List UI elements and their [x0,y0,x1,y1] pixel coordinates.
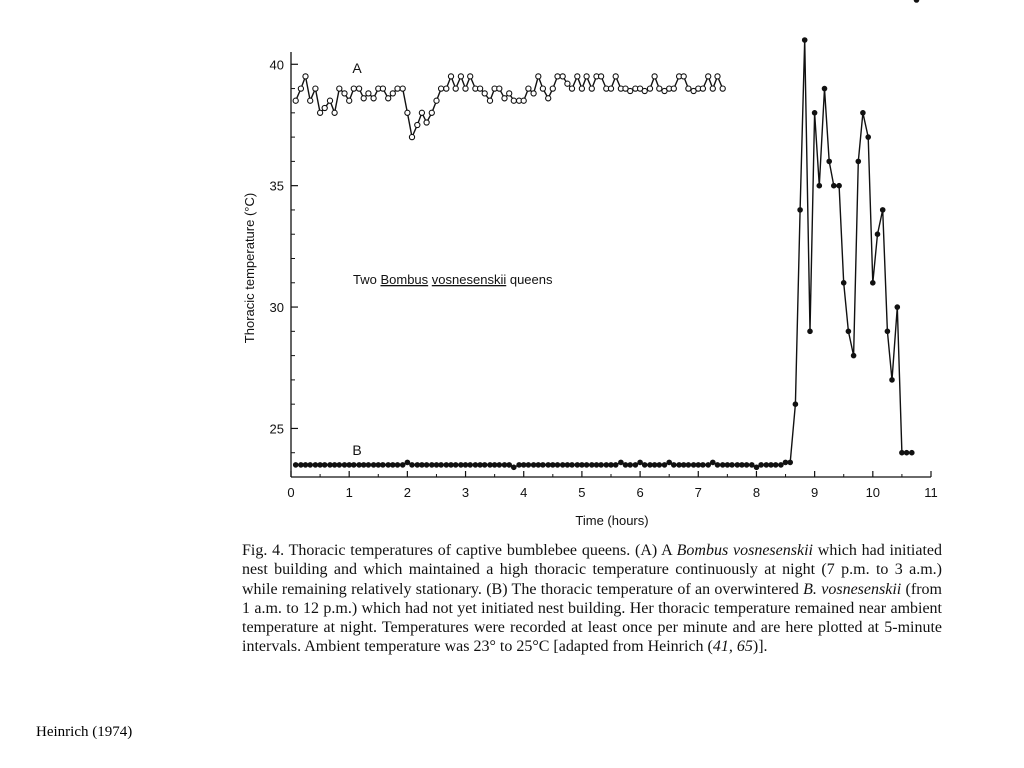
series-b-point [526,462,531,467]
series-b-point [303,462,308,467]
series-a-point [608,86,613,91]
series-b-point [710,460,715,465]
series-a-point [531,91,536,96]
series-b-point [686,462,691,467]
series-a-point [497,86,502,91]
series-b-point [575,462,580,467]
series-b-point [584,462,589,467]
series-a-point [584,74,589,79]
series-b-point [318,462,323,467]
series-b-point [822,86,827,91]
series-b-point [725,462,730,467]
series-b-point [880,207,885,212]
series-a-point [439,86,444,91]
series-b-point [313,462,318,467]
series-b-point [570,462,575,467]
series-b-point [604,462,609,467]
series-b-point [623,462,628,467]
series-a-point [555,74,560,79]
series-b-point [638,460,643,465]
series-b-point [778,462,783,467]
series-a-point [400,86,405,91]
series-b-point [579,462,584,467]
y-tick-label: 35 [269,178,284,194]
series-a-point [313,86,318,91]
series-b-point [439,462,444,467]
series-b-point [662,462,667,467]
series-a-point [613,74,618,79]
caption-fig-label: Fig. 4. [242,542,285,559]
series-b-point [677,462,682,467]
series-b-point [308,462,313,467]
series-b-point [798,207,803,212]
series-a-point [569,86,574,91]
x-tick-label: 6 [636,485,644,500]
series-a-point [599,74,604,79]
caption-species-1: Bombus vosnesenskii [676,542,813,559]
x-tick-label: 0 [287,485,295,500]
series-b-label: B [352,442,362,458]
series-b-point [361,462,366,467]
series-a-line [296,76,723,137]
source-credit: Heinrich (1974) [36,724,133,740]
series-b-point [351,462,356,467]
series-b-point [652,462,657,467]
series-b-point [870,280,875,285]
series-b-point [899,450,904,455]
annotation-prefix: Two [353,272,381,287]
series-b-point [453,462,458,467]
series-b-point [793,402,798,407]
series-a-point [347,98,352,103]
series-b-point [482,462,487,467]
series-a-point [308,98,313,103]
x-tick-label: 4 [520,485,528,500]
series-b-point [609,462,614,467]
series-a-point [380,86,385,91]
series-b-point [511,465,516,470]
series-a-point [468,74,473,79]
series-a-label: A [352,60,362,76]
y-tick-label: 25 [269,421,284,437]
series-a-point [550,86,555,91]
series-b-point [444,462,449,467]
series-a-point [521,98,526,103]
series-a-point [575,74,580,79]
series-b-point [589,462,594,467]
series-b-point [380,462,385,467]
series-b-point [599,462,604,467]
series-b-point [560,462,565,467]
caption-species-2: B. vosnesenskii [803,580,902,598]
series-a-point [710,86,715,91]
series-a-point [502,96,507,101]
series-b-point [434,462,439,467]
series-a-point [434,98,439,103]
series-b-point [366,462,371,467]
series-b-point [866,135,871,140]
series-a-point [429,110,434,115]
series-b-point [357,462,362,467]
figure-caption [242,541,942,657]
series-b-point [856,159,861,164]
series-b-point [914,0,919,3]
series-a-point [371,96,376,101]
series-a-point [424,120,429,125]
series-a-point [579,86,584,91]
series-a-point [652,74,657,79]
caption-text-1: Thoracic temperatures of captive bumblebee queens. (A) A [284,542,677,559]
series-b-point [298,462,303,467]
chart-annotation [353,272,553,287]
series-b-point [749,462,754,467]
series-b-line [296,40,912,467]
series-b-point [648,462,653,467]
annotation-species: vosnesenskii [431,272,507,287]
series-a-point [526,86,531,91]
x-tick-label: 7 [694,485,702,500]
series-b-point [555,462,560,467]
series-a-point [628,88,633,93]
caption-text-2: which had initiated nest building and which maintained a high thoracic temperature continuously at night (7 p.m. to 3 a.m.) while remaining relatively stationary. (B) The thoracic temperature of an overwintered [242,542,942,598]
series-b-point [488,462,493,467]
series-b-point [812,110,817,115]
series-b-point [618,460,623,465]
series-b-point [739,462,744,467]
series-b-point [337,462,342,467]
y-axis-label: Thoracic temperature (°C) [242,192,257,344]
series-a-point [395,86,400,91]
series-b-point [875,232,880,237]
series-b-point [328,462,333,467]
series-b-point [681,462,686,467]
series-b-point [885,329,890,334]
series-b-point [735,462,740,467]
series-a-point [511,98,516,103]
series-a-point [700,86,705,91]
series-b-point [468,462,473,467]
series-b-point [376,462,381,467]
series-b-point [347,462,352,467]
x-tick-label: 9 [811,485,819,500]
series-b-point [502,462,507,467]
series-b-point [540,462,545,467]
series-b-point [759,462,764,467]
series-a-point [487,98,492,103]
caption-text-4: )]. [752,638,768,656]
series-b-point [642,462,647,467]
series-b-point [400,462,405,467]
series-a-point [706,74,711,79]
x-tick-label: 1 [345,485,353,500]
series-a-point [536,74,541,79]
x-tick-label: 11 [924,485,938,500]
series-a-point [565,81,570,86]
series-b-point [720,462,725,467]
x-tick-label: 3 [461,485,470,500]
series-b-point [458,462,463,467]
series-b-point [667,460,672,465]
series-b-point [507,462,512,467]
series-b-point [371,462,376,467]
series-a-point [463,86,468,91]
series-a-point [409,135,414,140]
series-a-point [405,110,410,115]
series-b-point [769,462,774,467]
series-b-point [730,462,735,467]
series-a-point [361,96,366,101]
caption-text-3: (from 1 a.m. to 12 p.m.) which had not yet initiated nest building. Her thoracic temperature remained near ambient temperature at night. Temperatures were recorded at least once per minute and are here plotted at 5-minute intervals. Ambient temperature was 23° to 25°C [adapted from Heinrich ( [242,580,942,656]
series-a-point [415,122,420,127]
series-a-point [686,86,691,91]
series-a-point [458,74,463,79]
series-b-point [831,183,836,188]
x-tick-label: 8 [752,485,761,500]
series-b-point [386,462,391,467]
series-a-point [298,86,303,91]
series-b-point [419,462,424,467]
series-b-point [449,462,454,467]
series-b-point [788,460,793,465]
series-b-point [764,462,769,467]
series-a-point [453,86,458,91]
series-b-point [841,280,846,285]
series-a-point [332,110,337,115]
series-b-point [405,460,410,465]
series-b-point [754,465,759,470]
series-b-point [517,462,522,467]
series-b-point [802,38,807,43]
series-b-point [550,462,555,467]
series-b-point [696,462,701,467]
series-a-point [671,86,676,91]
series-a-point [444,86,449,91]
series-b-point [628,462,633,467]
series-b-point [691,462,696,467]
series-b-point [293,462,298,467]
annotation-suffix: queens [506,272,553,287]
series-b-point [706,462,711,467]
series-b-point [531,462,536,467]
series-b-point [521,462,526,467]
series-b-point [332,462,337,467]
series-b-point [429,462,434,467]
series-b-point [395,462,400,467]
series-b-point [808,329,813,334]
series-b-point [497,462,502,467]
series-a-point [681,74,686,79]
series-a-point [390,91,395,96]
series-b-point [657,462,662,467]
series-b-point [817,183,822,188]
series-b-point [890,377,895,382]
series-b-point [410,462,415,467]
series-a-point [720,86,725,91]
series-b-point [390,462,395,467]
series-a-point [342,91,347,96]
x-tick-label: 5 [578,485,586,500]
series-b-point [744,462,749,467]
series-a-point [351,86,356,91]
caption-reference: 41, 65 [712,638,753,656]
series-b-point [827,159,832,164]
series-b-point [594,462,599,467]
series-a-point [303,74,308,79]
x-tick-label: 10 [865,485,881,500]
series-b-point [478,462,483,467]
series-b-point [895,305,900,310]
series-b-point [851,353,856,358]
series-b-point [322,462,327,467]
series-b-point [909,450,914,455]
series-a-point [366,91,371,96]
series-a-point [546,96,551,101]
series-b-point [463,462,468,467]
x-tick-label: 2 [403,485,411,500]
series-b-point [783,460,788,465]
series-b-point [536,462,541,467]
series-a-point [482,91,487,96]
series-a-point [322,105,327,110]
series-b-point [546,462,551,467]
series-b-point [473,462,478,467]
series-b-point [633,462,638,467]
series-a-point [560,74,565,79]
series-b-point [860,110,865,115]
series-a-point [419,110,424,115]
series-a-point [448,74,453,79]
series-b-point [904,450,909,455]
series-b-point [492,462,497,467]
series-a-point [478,86,483,91]
series-a-point [386,96,391,101]
series-b-point [671,462,676,467]
series-a-point [657,86,662,91]
series-a-point [318,110,323,115]
series-layer [293,0,919,470]
series-a-point [715,74,720,79]
series-b-point [846,329,851,334]
series-a-point [507,91,512,96]
series-a-point [327,98,332,103]
series-a-point [647,86,652,91]
series-b-point [565,462,570,467]
series-a-point [357,86,362,91]
series-a-point [337,86,342,91]
series-a-point [293,98,298,103]
annotation-genus: Bombus [380,272,429,287]
y-tick-label: 40 [269,57,284,73]
series-b-point [415,462,420,467]
series-b-point [613,462,618,467]
series-b-point [424,462,429,467]
series-b-point [715,462,720,467]
series-b-point [342,462,347,467]
series-b-point [773,462,778,467]
x-axis-label: Time (hours) [575,513,649,528]
series-b-point [700,462,705,467]
y-tick-label: 30 [269,300,284,316]
series-a-point [642,88,647,93]
series-a-point [540,86,545,91]
series-b-point [837,183,842,188]
series-a-point [589,86,594,91]
